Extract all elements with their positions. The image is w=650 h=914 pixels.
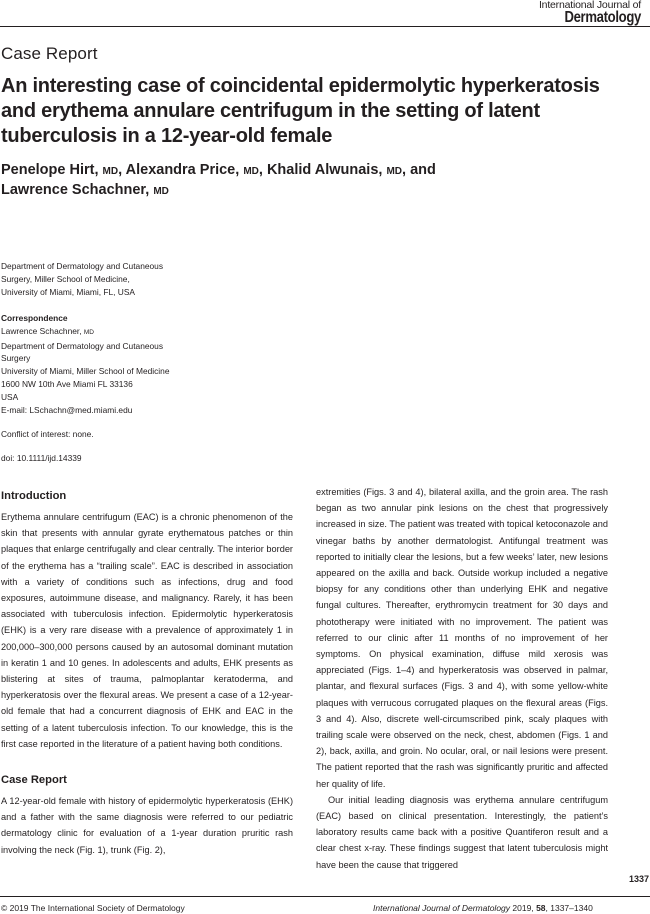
introduction-paragraph: Erythema annulare centrifugum (EAC) is a chronic phenomenon of the skin that presents with annular gyrate erythematous patches or thin plaques that enlarge centrifugally and clear centrally. The interior border of the erythema has a “trailing scale”. EAC is described in association with a variety of conditions such as infections, drug and food exposures, autoimmune disease, and malignancy. Rarely, it has been associated with tuberculosis infection. Epidermolytic hyperkeratosis (EHK) is a very rare disease with a prevalence of approximately 1 in 200,000–300,000 persons caused by an autosomal dominant mutation in keratin 1 and 10 genes. In adolescents and adults, EHK presents as blistering at sites of trauma, palmoplantar keratoderma, and hyperkeratosis over the flexural areas. We present a case of a 12-year-old female that had a concurrent diagnosis of EHK and EAC in the setting of a latent tuberculosis infection. To our knowledge, this is the first case reported in the literature of a patient having both conditions. [1,512,293,749]
author-degree: MD [102,166,119,177]
right-column [316,484,608,873]
author-degree: MD [243,166,259,177]
page-number: 1337 [629,874,650,884]
footer-pages: , 1337–1340 [545,903,593,913]
correspondence-line: 1600 NW 10th Ave Miami FL 33136 [1,378,133,389]
affiliation-line: Surgery, Miller School of Medicine, [1,273,130,284]
correspondence-name: Lawrence Schachner, [1,325,82,336]
affiliation [1,260,231,298]
case-report-paragraph: extremities (Figs. 3 and 4), bilateral axilla, and the groin area. The rash began as two annular pink lesions on the chest that progressively increased in size. The patient was treated with topical ketoconazole and vinegar baths by another dermatologist. Antifungal treatment was reported to initially clear the lesions, but a few weeks’ later, new lesions appeared on the axilla and back. Outside workup included a negative biopsy for any conditions other than underlying EHK and negative fungal cultures. Thereafter, erythromycin treatment for 30 days and phototherapy were initiated with no improvement. The patient was referred to our clinic after 11 months of no improvement of her symptoms. On physical examination, diffuse mild xerosis was appreciated (Figs. 1–4) and hyperkeratosis was observed in palmar, plantar, and flexural surfaces (Figs. 3 and 4), with some yellow-white plaques with verrucous corrugated plaques on the flexural areas (Figs. 3 and 4). Also, discrete well-circumscribed pink, scaly plaques with trailing scale were observed on the neck, chest, abdomen (Figs. 1 and 2), back, axilla, and groin. No ocular, oral, or nail lesions were present. The patient reported that the rash was significantly pruritic and affected her quality of life. [316,487,608,789]
correspondence-heading: Correspondence [1,313,68,323]
correspondence-line: Department of Dermatology and Cutaneous [1,340,164,351]
correspondence-line: University of Miami, Miller School of Medicine [1,366,170,377]
author-separator: , [258,162,263,178]
article-title: An interesting case of coincidental epidermolytic hyperkeratosis and erythema annulare centrifugum in the setting of latent tuberculosis in a 12-year-old female [1,75,600,147]
case-report-paragraph: A 12-year-old female with history of epidermolytic hyperkeratosis (EHK) and a father with the same diagnosis were referred to our pediatric dermatology clinic for evaluation of a 1-year duration pruritic rash involving the neck (Fig. 1), trunk (Fig. 2), [1,796,293,855]
correspondence-line: USA [1,391,19,402]
footer-divider [0,896,650,897]
correspondence-line: Surgery [1,353,31,364]
affiliation-line: Department of Dermatology and Cutaneous [1,261,164,271]
article-type: Case Report [1,44,98,63]
case-report-heading: Case Report [1,774,67,787]
affiliation-line: University of Miami, Miami, FL, USA [1,286,136,297]
correspondence [1,312,231,416]
author-degree: MD [386,166,403,177]
journal-logo-line1: International Journal of [538,0,641,11]
journal-logo-line2: Dermatology [564,8,641,26]
author-separator: , and [402,162,436,178]
author-name: Khalid Alwunais, [266,162,383,178]
author-name: Alexandra Price, [125,162,240,178]
footer-year: 2019, [512,903,534,913]
author-separator: , [118,162,123,178]
author-name: Lawrence Schachner, [1,182,150,198]
header-divider [0,26,650,27]
footer-citation [373,903,593,913]
case-report-paragraph: Our initial leading diagnosis was erythema annulare centrifugum (EAC) based on clinical presentation. Interestingly, the patient’s laboratory results came back with a positive Quantiferon result and a clear chest x-ray. These findings suggest that latent tuberculosis might have been the cause that triggered [316,794,608,870]
footer-journal: International Journal of Dermatology [373,903,511,913]
author-degree: MD [153,186,169,197]
author-list [1,161,601,201]
footer-copyright-text: © 2019 The International Society of Dermatology [1,903,185,913]
correspondence-email[interactable]: E-mail: LSchachn@med.miami.edu [1,404,133,415]
doi-link[interactable]: doi: 10.1111/ijd.14339 [1,453,82,463]
footer-volume: 58 [536,903,546,913]
author-name: Penelope Hirt, [1,162,99,178]
journal-logo [539,0,641,26]
conflict-of-interest: Conflict of interest: none. [1,429,94,439]
introduction-heading: Introduction [1,490,67,502]
left-column [1,489,293,858]
footer-copyright [1,903,185,913]
correspondence-degree: MD [83,328,94,336]
